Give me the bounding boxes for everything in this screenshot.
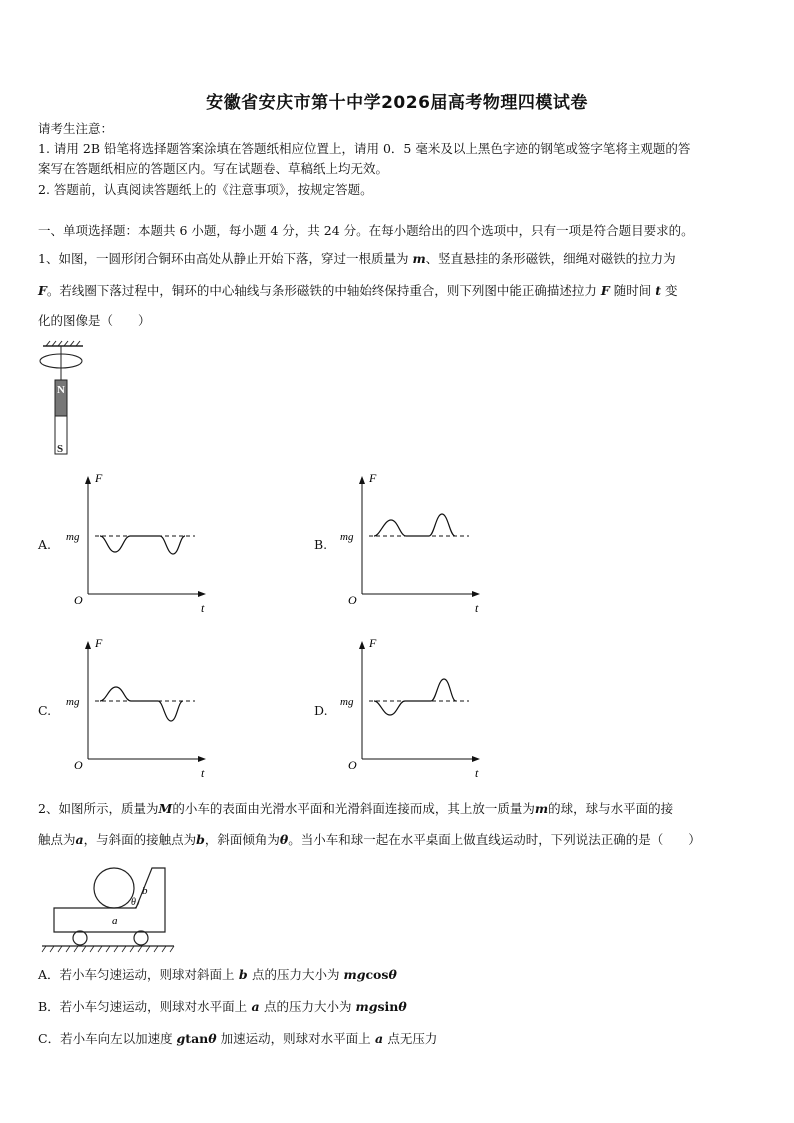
q2-text: A．若小车匀速运动，则球对斜面上 (38, 967, 235, 982)
q1-force-symbol: F (600, 283, 610, 298)
q2-text: 点无压力 (387, 1031, 438, 1046)
graph-option-d (334, 635, 494, 780)
q2-point-a: a (247, 999, 264, 1014)
q1-text: 、竖直悬挂的条形磁铁，细绳对磁铁的拉力为 (425, 251, 676, 266)
graph-x-label: t (201, 601, 205, 615)
graph-option-a (60, 470, 220, 615)
q2-text: ，与斜面的接触点为 (83, 832, 197, 847)
q2-formula: sin (377, 999, 399, 1014)
graph-origin-label: O (74, 593, 83, 607)
cart-point-b-label: b (142, 885, 148, 897)
q2-formula: tan (185, 1031, 209, 1046)
q2-formula: θ (208, 1031, 217, 1046)
q2-text: 加速运动，则球对水平面上 (216, 1031, 371, 1046)
graph-y-label: F (369, 471, 377, 485)
q2-formula: θ (388, 967, 397, 982)
notice-item-1-cont: 案写在答题纸相应的答题区内。写在试题卷、草稿纸上均无效。 (38, 161, 389, 176)
q2-text: 。当小车和球一起在水平桌面上做直线运动时，下列说法正确的是（ ） (288, 832, 701, 847)
graph-origin-label: O (74, 758, 83, 772)
graph-x-label: t (475, 766, 479, 780)
q2-line-1 (38, 800, 673, 818)
q1-line-2 (38, 282, 677, 300)
q2-option-c (38, 1030, 437, 1048)
q2-point-a: a (75, 832, 84, 847)
graph-ref-label: mg (66, 531, 80, 543)
graph-origin-label: O (348, 593, 357, 607)
option-a-label: A. (38, 537, 52, 552)
notice-item-2: 2. 答题前，认真阅读答题纸上的《注意事项》，按规定答题。 (38, 182, 373, 197)
q2-formula: cos (365, 967, 389, 982)
q2-text: B．若小车匀速运动，则球对水平面上 (38, 999, 248, 1014)
graph-y-label: F (95, 636, 103, 650)
graph-option-c (60, 635, 220, 780)
q2-point-b: b (234, 967, 252, 982)
q2-point-a: a (370, 1031, 388, 1046)
q1-line-3: 化的图像是（ ） (38, 313, 151, 328)
graph-origin-label: O (348, 758, 357, 772)
q2-option-b (38, 998, 407, 1016)
cart-figure (40, 860, 180, 955)
q2-point-b: b (196, 832, 205, 847)
notice-heading: 请考生注意： (38, 121, 114, 136)
cart-angle-label: θ (131, 897, 136, 908)
q2-text: 的球，球与水平面的接 (548, 801, 674, 816)
graph-ref-label: mg (340, 531, 354, 543)
section-heading: 一、单项选择题：本题共 6 小题，每小题 4 分，共 24 分。在每小题给出的四个选项中，只有一项是符合题目要求的。 (38, 223, 694, 238)
q2-formula: mg (343, 967, 366, 982)
q1-text: 随时间 (609, 283, 656, 298)
q1-text: 变 (660, 283, 678, 298)
q2-text: 触点为 (38, 832, 76, 847)
q2-formula: g (176, 1031, 186, 1046)
notice-item-1: 1. 请用 2B 铅笔将选择题答案涂填在答题纸相应位置上，请用 0．5 毫米及以上黑色字迹的钢笔或签字笔将主观题的答 (38, 141, 691, 156)
graph-ref-label: mg (66, 696, 80, 708)
graph-option-b (334, 470, 494, 615)
magnet-south-label: S (57, 443, 64, 455)
q2-angle-symbol: θ (279, 832, 289, 847)
q1-text: 。若线圈下落过程中，铜环的中心轴线与条形磁铁的中轴始终保持重合，则下列图中能正确描述拉力 (46, 283, 601, 298)
q2-car-mass-symbol: M (158, 801, 173, 816)
graph-y-label: F (95, 471, 103, 485)
q2-option-a (38, 966, 397, 984)
q1-time-symbol: t (655, 283, 661, 298)
q2-text: ，斜面倾角为 (204, 832, 280, 847)
graph-ref-label: mg (340, 696, 354, 708)
magnet-figure (38, 340, 98, 460)
q2-text: C．若小车向左以加速度 (38, 1031, 177, 1046)
option-d-label: D. (314, 703, 328, 718)
graph-x-label: t (475, 601, 479, 615)
q2-text: 点的压力大小为 (264, 999, 356, 1014)
option-c-label: C. (38, 703, 52, 718)
cart-point-a-label: a (112, 915, 118, 927)
q1-force-symbol: F (38, 283, 47, 298)
q2-line-2 (38, 831, 701, 849)
magnet-north-label: N (57, 384, 65, 396)
q1-text: 1、如图，一圆形闭合铜环由高处从静止开始下落，穿过一根质量为 (38, 251, 413, 266)
q2-formula: θ (398, 999, 407, 1014)
q2-text: 点的压力大小为 (251, 967, 344, 982)
page-title: 安徽省安庆市第十中学2026届高考物理四模试卷 (206, 93, 588, 113)
q2-text: 的小车的表面由光滑水平面和光滑斜面连接而成，其上放一质量为 (172, 801, 535, 816)
q1-mass-symbol: m (412, 251, 426, 266)
q1-line-1 (38, 250, 676, 268)
q2-formula: mg (355, 999, 378, 1014)
option-b-label: B. (314, 537, 328, 552)
q2-ball-mass-symbol: m (534, 801, 549, 816)
graph-x-label: t (201, 766, 205, 780)
q2-text: 2、如图所示，质量为 (38, 801, 159, 816)
graph-y-label: F (369, 636, 377, 650)
